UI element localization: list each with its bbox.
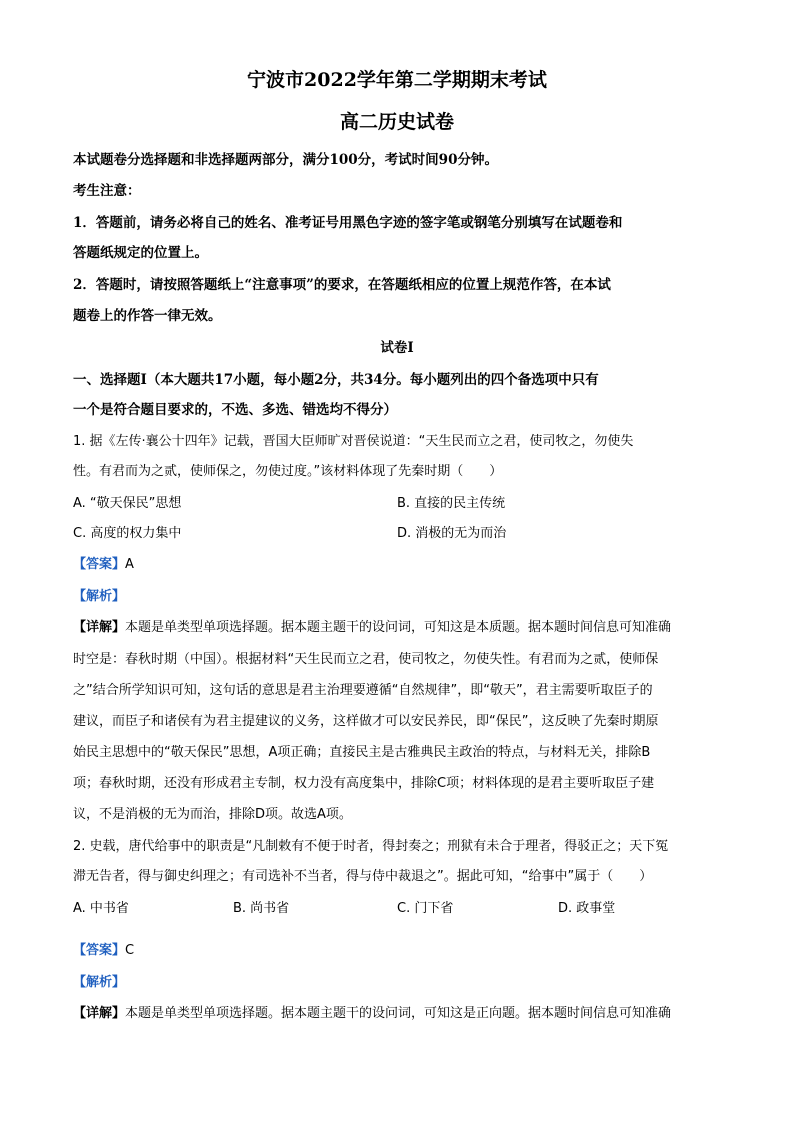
detail-text: 本题是单类型单项选择题。据本题主题干的设问词，可知这是本质题。据本题时间信息可知准确 [125,620,672,635]
notice-1b: 答题纸规定的位置上。 [73,245,208,261]
answer-tag: 【答案】 [73,557,126,572]
answer-value: C [125,943,135,958]
q1-option-a: A. “敬天保民”思想 [73,496,182,511]
q1-detail-3: 之”结合所学知识可知，这句话的意思是君主治理要遵循“自然规律”，即“敬天”，君主需要听取臣子的 [73,683,653,698]
notice-title: 考生注意： [73,183,141,199]
q1-stem-1: 1. 据《左传·襄公十四年》记载，晋国大臣师旷对晋侯说道：“天生民而立之君，使司牧之，勿使失 [73,434,634,449]
q1-detail-6: 项；春秋时期，还没有形成君主专制，权力没有高度集中，排除C项；材料体现的是君主要听取臣子建 [73,776,655,791]
answer-tag: 【答案】 [73,943,126,958]
notice-1a: 1．答题前，请务必将自己的姓名、准考证号用黑色字迹的签字笔或钢笔分别填写在试题卷和 [73,215,623,231]
section-heading-a: 一、选择题Ⅰ（本大题共17小题，每小题2分，共34分。每小题列出的四个备选项中只有 [73,372,599,388]
q2-stem-1: 2. 史载，唐代给事中的职责是“凡制敕有不便于时者，得封奏之；刑狱有未合于理者，得驳正之；天下冤 [73,839,669,854]
q1-detail-7: 议，不是消极的无为而治，排除D项。故选A项。 [73,807,352,822]
q2-option-b: B. 尚书省 [233,901,290,916]
q1-stem-2: 性。有君而为之贰，使师保之，勿使过度。”该材料体现了先秦时期（ ） [73,464,503,479]
q2-option-d: D. 政事堂 [558,901,616,916]
q2-analysis [73,972,125,993]
q1-analysis [73,586,125,607]
q2-option-a: A. 中书省 [73,901,129,916]
analysis-tag: 【解析】 [73,975,126,990]
q1-option-b: B. 直接的民主传统 [397,496,506,511]
intro-line: 本试题卷分选择题和非选择题两部分，满分100分，考试时间90分钟。 [73,152,498,168]
analysis-tag: 【解析】 [73,589,126,604]
detail-tag: 【详解】 [73,1006,126,1021]
q1-detail-2: 时空是：春秋时期（中国）。根据材料“天生民而立之君，使司牧之，勿使失性。有君而为之贰，使师保 [73,652,659,667]
section-heading-b: 一个是符合题目要求的，不选、多选、错选均不得分） [73,402,397,418]
notice-2b: 题卷上的作答一律无效。 [73,308,222,324]
notice-2a: 2．答题时，请按照答题纸上“注意事项”的要求，在答题纸相应的位置上规范作答，在本试 [73,277,611,293]
q2-answer [73,940,134,961]
detail-tag: 【详解】 [73,620,126,635]
q1-detail-4: 建议，而臣子和诸侯有为君主提建议的义务，这样做才可以安民养民，即“保民”，这反映了先秦时期原 [73,714,659,729]
q1-detail-5: 始民主思想中的“敬天保民”思想，A项正确；直接民主是古雅典民主政治的特点，与材料无关，排除B [73,745,651,760]
paper-heading: 试卷Ⅰ [380,340,414,356]
q2-detail-1 [73,1004,671,1024]
answer-value: A [125,557,134,572]
exam-subtitle: 高二历史试卷 [339,111,454,133]
detail-text: 本题是单类型单项选择题。据本题主题干的设问词，可知这是正向题。据本题时间信息可知准确 [125,1006,672,1021]
q1-detail-1 [73,618,671,638]
exam-title: 宁波市2022学年第二学期期末考试 [247,69,547,91]
q2-stem-2: 滞无告者，得与御史纠理之；有司选补不当者，得与侍中裁退之”。据此可知，“给事中”属于（ ） [73,869,653,884]
q1-option-c: C. 高度的权力集中 [73,526,182,541]
q2-option-c: C. 门下省 [397,901,454,916]
q1-option-d: D. 消极的无为而治 [397,526,507,541]
q1-answer [73,554,134,575]
